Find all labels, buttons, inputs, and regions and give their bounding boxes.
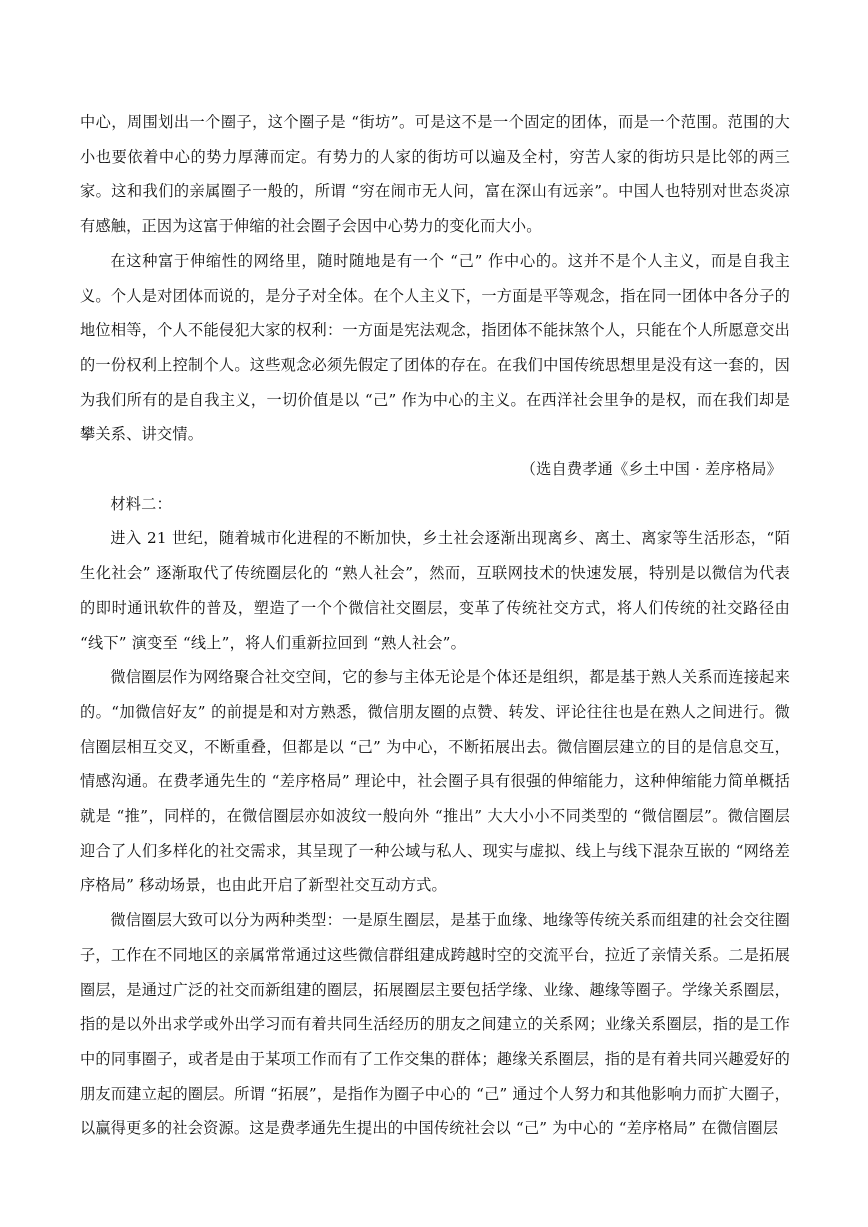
paragraph-self-centered: 在这种富于伸缩性的网络里，随时随地是有一个 “己” 作中心的。这并不是个人主义，而是自我主义。个人是对团体而说的，是分子对全体。在个人主义下，一方面是平等观念，指在同一团体中各分子的地位相等，个人不能侵犯大家的权利：一方面是宪法观念，指团体不能抹煞个人，只能在个人所愿意交出的一份权利上控制个人。这些观念必须先假定了团体的存在。在我们中国传统思想里是没有这一套的，因为我们所有的是自我主义，一切价值是以 “己” 作为中心的主义。在西洋社会里争的是权，而在我们却是攀关系、讲交情。 [80, 251, 790, 444]
material-two-label: 材料二： [110, 494, 172, 513]
paragraph-wechat-circles: 微信圈层作为网络聚合社交空间，它的参与主体无论是个体还是组织，都是基于熟人关系而连接起来的。“加微信好友” 的前提是和对方熟悉，微信朋友圈的点赞、转发、评论往往也是在熟人之间进行。微信圈层相互交叉，不断重叠，但都是以 “己” 为中心，不断拓展出去。微信圈层建立的目的是信息交互，情感沟通。在费孝通先生的 “差序格局” 理论中，社会圈子具有很强的伸缩能力，这种伸缩能力简单概括就是 “推”，同样的，在微信圈层亦如波纹一般向外 “推出” 大大小小不同类型的 “微信圈层”。微信圈层迎合了人们多样化的社交需求，其呈现了一种公域与私人、现实与虚拟、线上与线下混杂互嵌的 “网络差序格局” 移动场景，也由此开启了新型社交互动方式。 [80, 668, 790, 895]
document-page [80, 105, 790, 1146]
paragraph-continued: 中心，周围划出一个圈子，这个圈子是 “街坊”。可是这不是一个固定的团体，而是一个范围。范围的大小也要依着中心的势力厚薄而定。有势力的人家的街坊可以遍及全村，穷苦人家的街坊只是比邻的两三家。这和我们的亲属圈子一般的，所谓 “穷在闹市无人问，富在深山有远亲”。中国人也特别对世态炎凉有感触，正因为这富于伸缩的社会圈子会因中心势力的变化而大小。 [80, 113, 790, 236]
paragraph-21st-century: 进入 21 世纪，随着城市化进程的不断加快，乡土社会逐渐出现离乡、离土、离家等生活形态，“陌生化社会” 逐渐取代了传统圈层化的 “熟人社会”，然而，互联网技术的快速发展，特别是以微信为代表的即时通讯软件的普及，塑造了一个个微信社交圈层，变革了传统社交方式，将人们传统的社交路径由 “线下” 演变至 “线上”，将人们重新拉回到 “熟人社会”。 [80, 529, 790, 652]
paragraph-circle-types: 微信圈层大致可以分为两种类型：一是原生圈层，是基于血缘、地缘等传统关系而组建的社会交往圈子，工作在不同地区的亲属常常通过这些微信群组建成跨越时空的交流平台，拉近了亲情关系。二是拓展圈层，是通过广泛的社交而新组建的圈层，拓展圈层主要包括学缘、业缘、趣缘等圈子。学缘关系圈层，指的是以外出求学或外出学习而有着共同生活经历的朋友之间建立的关系网；业缘关系圈层，指的是工作中的同事圈子，或者是由于某项工作而有了工作交集的群体；趣缘关系圈层，指的是有着共同兴趣爱好的朋友而建立起的圈层。所谓 “拓展”，是指作为圈子中心的 “己” 通过个人努力和其他影响力而扩大圈子，以赢得更多的社会资源。这是费孝通先生提出的中国传统社会以 “己” 为中心的 “差序格局” 在微信圈层 [80, 911, 790, 1138]
source-citation: （选自费孝通《乡土中国 · 差序格局》 [520, 460, 782, 479]
